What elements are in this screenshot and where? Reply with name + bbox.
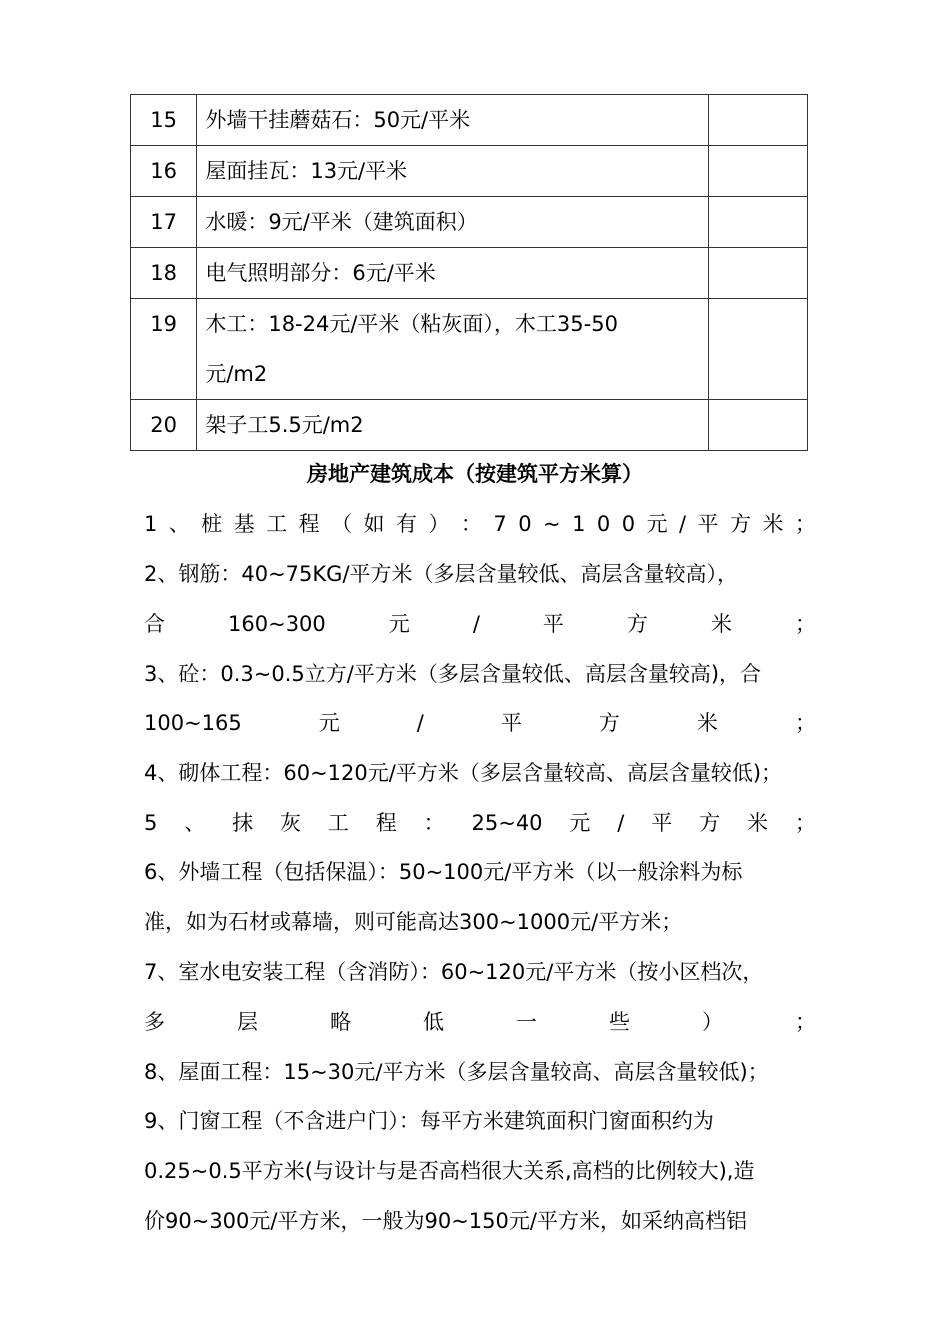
text-token: 25~40 xyxy=(471,811,543,835)
text-line: 7、室水电安装工程（含消防）：60~120元/平方米（按小区档次， xyxy=(144,960,764,984)
table-row xyxy=(131,197,808,248)
table-row xyxy=(131,400,808,451)
text-token: 基 xyxy=(233,512,255,536)
text-line-spread xyxy=(144,608,816,640)
text-line: 6、外墙工程（包括保温）：50~100元/平方米（以一般涂料为标 xyxy=(144,860,743,884)
text-token: 元 xyxy=(569,811,591,835)
text-token: 平 xyxy=(697,512,719,536)
text-token: 5 xyxy=(144,811,158,835)
text-line-spread xyxy=(144,707,816,739)
empty-cell xyxy=(708,248,807,299)
text-token: 方 xyxy=(598,711,620,735)
text-token: ~ xyxy=(543,512,561,536)
text-line: 价90~300元/平方米，一般为90~150元/平方米，如采纳高档铝 xyxy=(144,1209,747,1233)
text-token: 元 xyxy=(646,512,668,536)
table-row xyxy=(131,248,808,299)
text-token: 米 xyxy=(710,612,732,636)
table-row xyxy=(131,95,808,146)
text-token: 0 xyxy=(596,512,611,536)
row-description: 水暖：9元/平米（建筑面积） xyxy=(197,197,708,248)
empty-cell xyxy=(708,400,807,451)
text-token: 低 xyxy=(423,1010,444,1034)
text-token: 、 xyxy=(184,811,206,835)
text-token: ； xyxy=(794,711,816,735)
empty-cell xyxy=(708,95,807,146)
text-token: 、 xyxy=(168,512,190,536)
text-line: 8、屋面工程：15~30元/平方米（多层含量较高、高层含量较低)； xyxy=(144,1060,769,1084)
row-description-line-2: 元/m2 xyxy=(205,362,268,386)
text-line-spread xyxy=(144,807,816,839)
text-token: （ xyxy=(331,512,353,536)
text-token: 工 xyxy=(266,512,288,536)
text-line-spread xyxy=(144,508,816,540)
text-token: 合 xyxy=(144,612,165,636)
text-token: 些 xyxy=(609,1010,630,1034)
text-line: 3、砼：0.3~0.5立方/平方米（多层含量较低、高层含量较高)，合 xyxy=(144,662,762,686)
section-title: 房地产建筑成本（按建筑平方米算） xyxy=(307,462,643,486)
row-number: 15 xyxy=(131,95,197,146)
text-token: / xyxy=(679,512,687,536)
text-token: 米 xyxy=(762,512,784,536)
text-token: ； xyxy=(794,811,816,835)
row-number: 16 xyxy=(131,146,197,197)
text-token: ： xyxy=(460,512,482,536)
text-token: 一 xyxy=(516,1010,537,1034)
text-token: 程 xyxy=(375,811,397,835)
text-token: 有 xyxy=(396,512,417,536)
row-description-line-1: 木工：18-24元/平米（粘灰面），木工35-50 xyxy=(205,312,618,336)
text-token: 元 xyxy=(318,711,340,735)
text-line: 2、钢筋：40~75KG/平方米（多层含量较低、高层含量较高）， xyxy=(144,562,739,586)
text-token: 如 xyxy=(363,512,385,536)
text-token: 1 xyxy=(144,512,158,536)
text-token: ； xyxy=(795,1010,816,1034)
text-line-spread xyxy=(144,1006,816,1038)
empty-cell xyxy=(708,146,807,197)
text-line: 0.25~0.5平方米(与设计与是否高档很大关系,高档的比例较大),造 xyxy=(144,1159,755,1183)
text-token: 抹 xyxy=(232,811,254,835)
text-line: 9、门窗工程（不含进户门）：每平方米建筑面积门窗面积约为 xyxy=(144,1109,714,1133)
text-token: / xyxy=(472,612,480,636)
text-token: 元 xyxy=(388,612,410,636)
text-token: ） xyxy=(702,1010,723,1034)
row-description: 架子工5.5元/m2 xyxy=(197,400,708,451)
cost-table xyxy=(130,94,808,451)
text-token: 平 xyxy=(651,811,673,835)
row-number: 18 xyxy=(131,248,197,299)
row-description: 屋面挂瓦：13元/平米 xyxy=(197,146,708,197)
text-token: 层 xyxy=(237,1010,258,1034)
row-number: 19 xyxy=(131,299,197,400)
text-line: 4、砌体工程：60~120元/平方米（多层含量较高、高层含量较低)； xyxy=(144,761,783,785)
text-token: 灰 xyxy=(280,811,301,835)
text-token: 100~165 xyxy=(144,711,242,735)
text-token: 方 xyxy=(699,811,721,835)
text-token: / xyxy=(416,711,424,735)
text-line: 准，如为石材或幕墙，则可能高达300~1000元/平方米； xyxy=(144,910,683,934)
empty-cell xyxy=(708,197,807,248)
text-token: 略 xyxy=(330,1010,351,1034)
text-token: 多 xyxy=(144,1010,165,1034)
text-token: / xyxy=(617,811,625,835)
text-token: 工 xyxy=(327,811,349,835)
text-token: 方 xyxy=(730,512,751,536)
text-token: 1 xyxy=(572,512,586,536)
text-token: 方 xyxy=(626,612,648,636)
text-token: ； xyxy=(794,512,816,536)
text-token: ； xyxy=(794,612,816,636)
row-number: 20 xyxy=(131,400,197,451)
text-token: 米 xyxy=(696,711,718,735)
text-token: 程 xyxy=(298,512,320,536)
row-description: 电气照明部分：6元/平米 xyxy=(197,248,708,299)
text-token: 0 xyxy=(518,512,532,536)
row-description: 外墙干挂蘑菇石：50元/平米 xyxy=(197,95,708,146)
text-token: 桩 xyxy=(201,512,223,536)
text-token: 米 xyxy=(747,811,768,835)
row-description xyxy=(197,299,708,400)
empty-cell xyxy=(708,299,807,400)
text-token: 0 xyxy=(621,512,636,536)
table-row xyxy=(131,146,808,197)
row-number: 17 xyxy=(131,197,197,248)
text-token: 160~300 xyxy=(228,612,326,636)
text-token: 平 xyxy=(542,612,564,636)
text-token: 7 xyxy=(493,512,507,536)
table-row xyxy=(131,299,808,400)
text-token: ） xyxy=(428,512,450,536)
text-token: 平 xyxy=(500,711,522,735)
text-token: ： xyxy=(423,811,445,835)
